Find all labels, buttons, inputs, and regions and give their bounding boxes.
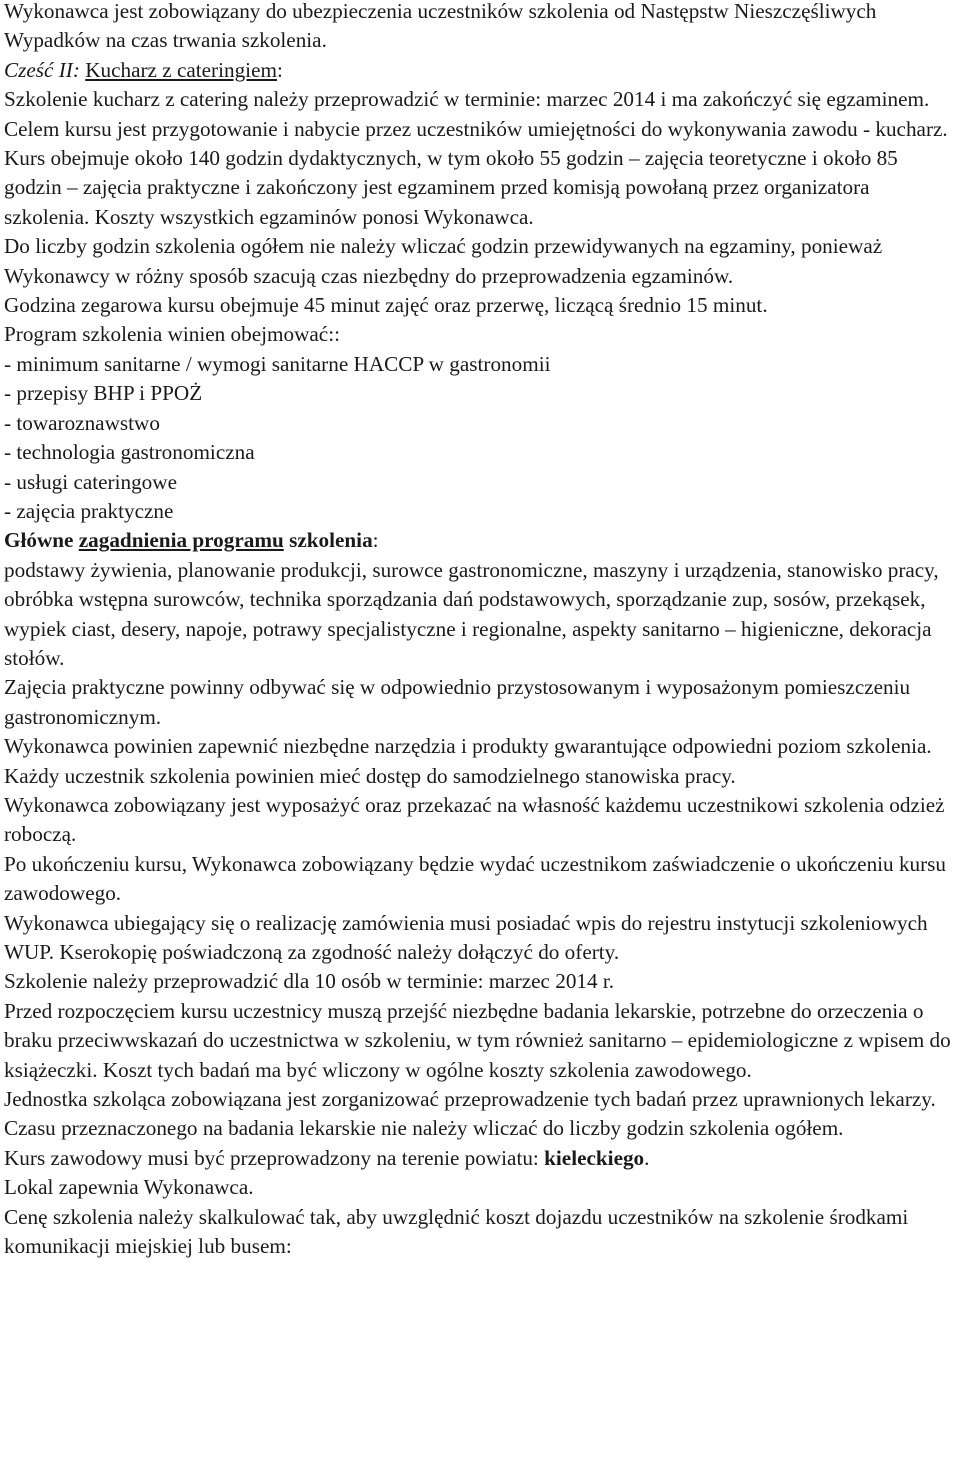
paragraph-location — [4, 1144, 956, 1173]
paragraph-medical-org: Jednostka szkoląca zobowiązana jest zorganizować przeprowadzenie tych badań przez uprawnionych lekarzy. Czasu przeznaczonego na badania lekarskie nie należy wliczać do liczby godzin szkolenia ogółem. — [4, 1087, 936, 1141]
program-item: - technologia gastronomiczna — [4, 440, 255, 465]
hours-text: Kurs obejmuje około 140 godzin dydaktycznych, w tym około 55 godzin – zajęcia teoretyczne i około 85 godzin – zajęcia praktyczne i zakończony jest egzaminem przed komisją powołaną przez organizatora szkolenia. — [4, 146, 898, 229]
part-title: Kucharz z cateringiem — [85, 57, 277, 82]
program-list — [4, 350, 956, 526]
paragraph-tools: Wykonawca powinien zapewnić niezbędne narzędzia i produkty gwarantujące odpowiedni poziom szkolenia. Każdy uczestnik szkolenia powinien mieć dostęp do samodzielnego stanowiska pracy. — [4, 734, 932, 788]
paragraph-insurance: Wykonawca jest zobowiązany do ubezpieczenia uczestników szkolenia od Następstw Nieszczęśliwych Wypadków na czas trwania szkolenia. — [4, 0, 877, 53]
location-county: kieleckiego — [544, 1145, 645, 1170]
paragraph-clothing: Wykonawca zobowiązany jest wyposażyć oraz przekazać na własność każdemu uczestnikowi szkolenia odzież roboczą. — [4, 792, 945, 847]
paragraph-schedule: Szkolenie kucharz z catering należy przeprowadzić w terminie: marzec 2014 i ma zakończyć się egzaminem. — [4, 87, 930, 112]
program-item: - przepisy BHP i PPOŻ — [4, 381, 203, 406]
program-intro: Program szkolenia winien obejmować:: — [4, 322, 340, 347]
program-item: - usługi cateringowe — [4, 469, 177, 494]
part-colon: : — [276, 57, 283, 82]
main-topics-heading — [4, 526, 956, 555]
paragraph-main-topics: podstawy żywienia, planowanie produkcji, surowce gastronomiczne, maszyny i urządzenia, stanowisko pracy, obróbka wstępna surowców, technika sporządzania dań podstawowych, sporządzanie zup, sosów, przekąsek, wypiek ciast, desery, napoje, potrawy specjalistyczne i regionalne, aspekty sanitarno – higieniczne, dekoracja stołów. — [4, 557, 939, 670]
paragraph-certificate: Po ukończeniu kursu, Wykonawca zobowiązany będzie wydać uczestnikom zaświadczenie o ukończeniu kursu zawodowego. — [4, 851, 947, 906]
main-topics-heading-bold: Główne — [4, 528, 79, 553]
main-topics-heading-colon: : — [372, 528, 379, 553]
paragraph-hours — [4, 144, 956, 232]
paragraph-price: Cenę szkolenia należy skalkulować tak, aby uwzględnić koszt dojazdu uczestników na szkolenie środkami komunikacji miejskiej lub busem: — [4, 1204, 909, 1259]
paragraph-practical-room: Zajęcia praktyczne powinny odbywać się w odpowiednio przystosowanym i wyposażonym pomieszczeniu gastronomicznym. — [4, 675, 911, 729]
paragraph-medical: Przed rozpoczęciem kursu uczestnicy muszą przejść niezbędne badania lekarskie, potrzebne do orzeczenia o braku przeciwwskazań do uczestnictwa w szkoleniu, w tym również sanitarno – epidemiologiczne z wpisem do książeczki. Koszt tych badań ma być wliczony w ogólne koszty szkolenia zawodowego. — [4, 998, 951, 1082]
main-topics-heading-underlined: zagadnienia programu — [78, 528, 284, 553]
program-item: - towaroznawstwo — [4, 410, 160, 435]
location-period: . — [644, 1145, 650, 1170]
paragraph-exam-hours: Do liczby godzin szkolenia ogółem nie należy wliczać godzin przewidywanych na egzaminy, ponieważ Wykonawcy w różny sposób szacują czas niezbędny do przeprowadzenia egzaminów. — [4, 234, 883, 288]
paragraph-hour-definition: Godzina zegarowa kursu obejmuje 45 minut zajęć oraz przerwę, liczącą średnio 15 minut. — [4, 293, 768, 318]
part-heading — [4, 56, 956, 85]
paragraph-registry: Wykonawca ubiegający się o realizację zamówienia musi posiadać wpis do rejestru instytucji szkoleniowych WUP. Kserokopię poświadczoną za zgodność należy dołączyć do oferty. — [4, 910, 928, 964]
paragraph-goal: Celem kursu jest przygotowanie i nabycie przez uczestników umiejętności do wykonywania zawodu - kucharz. — [4, 116, 948, 141]
paragraph-venue: Lokal zapewnia Wykonawca. — [4, 1175, 254, 1200]
part-number: Cześć II: — [4, 57, 80, 82]
paragraph-group: Szkolenie należy przeprowadzić dla 10 osób w terminie: marzec 2014 r. — [4, 969, 615, 994]
location-text: Kurs zawodowy musi być przeprowadzony na terenie powiatu: — [4, 1145, 545, 1170]
document-body — [4, 0, 956, 1261]
main-topics-heading-bold-after: szkolenia — [283, 528, 373, 553]
program-item: - zajęcia praktyczne — [4, 498, 174, 523]
program-item: - minimum sanitarne / wymogi sanitarne HACCP w gastronomii — [4, 351, 551, 376]
exam-costs-text: Koszty wszystkich egzaminów ponosi Wykonawca. — [89, 204, 534, 229]
